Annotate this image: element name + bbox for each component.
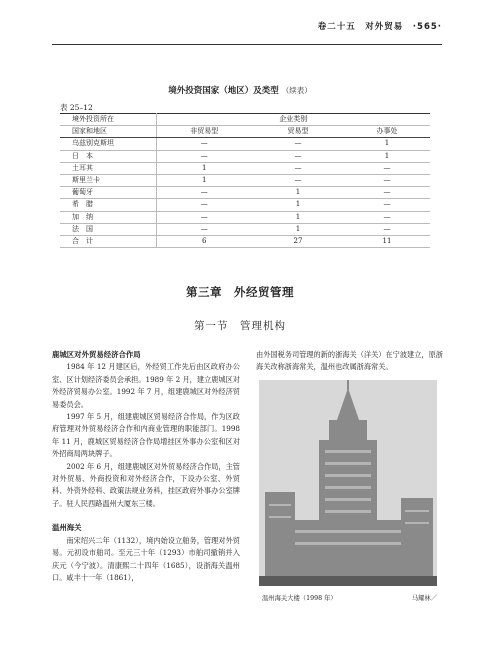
row-region: 希 腊 — [60, 199, 156, 211]
table-row — [60, 187, 430, 199]
header-group: 企业类别 — [156, 114, 430, 126]
table-row — [60, 223, 430, 235]
heading-wenzhou-customs: 温州海关 — [52, 523, 82, 533]
heading-lucheng-bureau: 鹿城区对外贸易经济合作局 — [52, 350, 141, 359]
cell-office: — — [344, 199, 430, 211]
row-region: 斯里兰卡 — [60, 174, 156, 186]
cell-trade: 1 — [252, 199, 344, 211]
table-title — [0, 84, 480, 96]
header-region-line2: 国家和地区 — [60, 126, 156, 138]
cell-trade: 27 — [252, 235, 344, 247]
header-region-line1: 境外投资所在 — [60, 114, 156, 126]
header-col-non-trade: 非贸易型 — [156, 126, 252, 138]
data-table — [60, 113, 430, 248]
cell-non-trade: — — [156, 211, 252, 223]
cell-trade: — — [252, 150, 344, 162]
cell-office: — — [344, 223, 430, 235]
cell-non-trade: — — [156, 187, 252, 199]
cell-trade: — — [252, 162, 344, 174]
cell-trade: — — [252, 174, 344, 186]
cell-trade: 1 — [252, 187, 344, 199]
cell-non-trade: 6 — [156, 235, 252, 247]
table-title-note: （续表） — [281, 86, 312, 95]
row-region: 合 计 — [60, 235, 156, 247]
table-row — [60, 174, 430, 186]
cell-office: — — [344, 162, 430, 174]
row-region: 葡萄牙 — [60, 187, 156, 199]
cell-non-trade: — — [156, 223, 252, 235]
cell-office: 11 — [344, 235, 430, 247]
table-title-text: 境外投资国家（地区）及类型 — [168, 86, 279, 96]
cell-office: — — [344, 211, 430, 223]
paragraph: 1997 年 5 月，组建鹿城区贸易经济合作局，作为区政府管理对外贸易经济合作和内商业管理的职能部门。1998 年 11 月，鹿城区贸易经济合作局增挂区外事办公室和区对外招商局两块牌子。 — [52, 412, 240, 459]
cell-non-trade: — — [156, 199, 252, 211]
cell-non-trade: — — [156, 138, 252, 150]
cell-office: 1 — [344, 138, 430, 150]
table-label: 表 25–12 — [60, 103, 93, 112]
cell-trade: 1 — [252, 223, 344, 235]
row-region: 法 国 — [60, 223, 156, 235]
left-column — [52, 349, 240, 584]
photo-caption — [262, 593, 437, 602]
cell-non-trade: — — [156, 150, 252, 162]
table-row — [60, 235, 430, 247]
cell-trade: 1 — [252, 211, 344, 223]
cell-non-trade: 1 — [156, 174, 252, 186]
header-rule — [52, 44, 442, 45]
cell-office: 1 — [344, 150, 430, 162]
row-region: 乌兹别克斯坦 — [60, 138, 156, 150]
right-column — [256, 349, 443, 374]
photo-caption-text: 温州海关大楼（1998 年） — [262, 595, 337, 602]
section-title: 第一节 管理机构 — [194, 320, 286, 332]
chapter-title: 第三章 外经贸管理 — [186, 285, 294, 299]
header-col-trade: 贸易型 — [252, 126, 344, 138]
table-body — [60, 138, 430, 248]
header-col-office: 办事处 — [344, 126, 430, 138]
photo-credit: 马耀林／ — [411, 595, 437, 602]
cell-non-trade: 1 — [156, 162, 252, 174]
table-row — [60, 199, 430, 211]
table-row — [60, 211, 430, 223]
paragraph: 1984 年 12 月建区后，外经贸工作先后由区政府办公室、区计划经济委员会承担。1989 年 2 月，建立鹿城区对外经济贸易办公室。1992 年 7 月，组建鹿城区对外经济贸易委员会。 — [52, 362, 240, 409]
table-row — [60, 150, 430, 162]
table-header-row — [60, 114, 430, 126]
cell-office: — — [344, 174, 430, 186]
row-region: 日 本 — [60, 150, 156, 162]
table-row — [60, 138, 430, 150]
paragraph: 南宋绍兴二年（1132），境内始设立舶务，管理对外贸易。元初设市舶司。至元三十年（1293）市舶司撤销并入庆元（今宁波）。清康熙二十四年（1685），设浙海关温州口。咸丰十一年（1861）， — [52, 535, 240, 582]
row-region: 加 纳 — [60, 211, 156, 223]
running-header: 卷二十五 对外贸易 ·565· — [317, 22, 442, 32]
cell-trade: — — [252, 138, 344, 150]
paragraph: 2002 年 6 月，组建鹿城区对外贸易经济合作局，主管对外贸易、外商投资和对外经济合作，下设办公室、外贸科、外资外经科、政策法规业务科，挂区政府外事办公室牌子。驻人民西路温州大厦东三楼。 — [52, 461, 240, 508]
table-row — [60, 162, 430, 174]
cell-office: — — [344, 187, 430, 199]
paragraph: 由外国税务司管理的新的浙海关（洋关）在宁波建立，原浙海关改称浙海常关，温州也改属浙海常关。 — [256, 350, 443, 372]
row-region: 土耳其 — [60, 162, 156, 174]
customs-building-photo — [259, 380, 437, 586]
table-header-row — [60, 126, 430, 138]
